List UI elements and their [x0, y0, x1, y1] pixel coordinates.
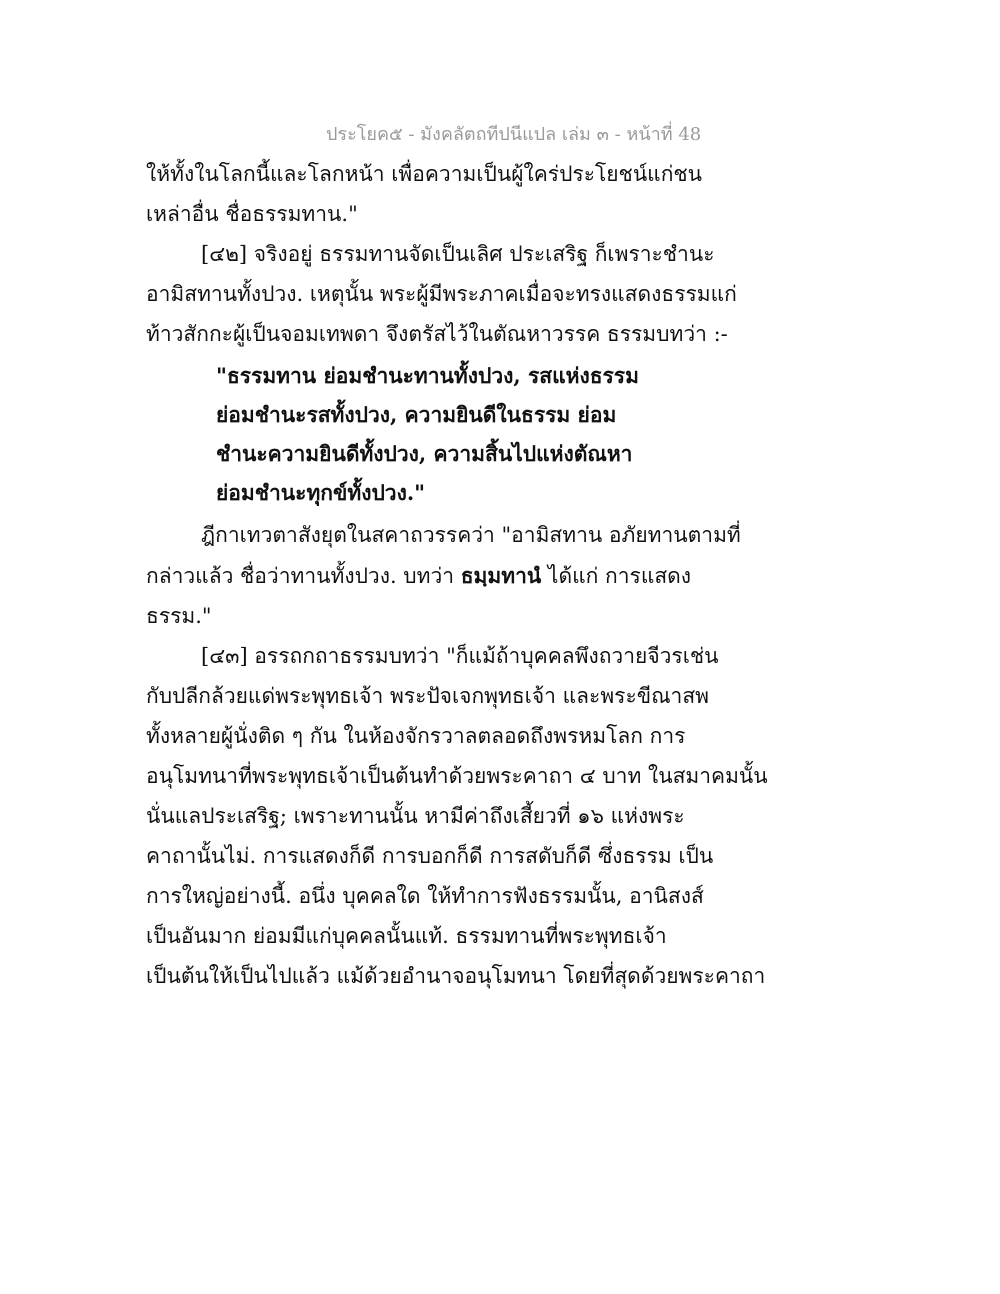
text-line: ทั้งหลายผู้นั่งติด ๆ กัน ในห้องจักรวาลตลอดถึงพรหมโลก การ — [146, 724, 686, 748]
paragraph-42-start: [๔๒] จริงอยู่ ธรรมทานจัดเป็นเลิศ ประเสริฐ ก็เพราะชำนะ — [201, 242, 715, 266]
text-line: ฎีกาเทวตาสังยุตในสคาถวรรคว่า "อามิสทาน อภัยทานตามที่ — [201, 523, 741, 547]
text-line: อามิสทานทั้งปวง. เหตุนั้น พระผู้มีพระภาคเมื่อจะทรงแสดงธรรมแก่ — [146, 282, 737, 306]
text-line: เป็นต้นให้เป็นไปแล้ว แม้ด้วยอำนาจอนุโมทนา โดยที่สุดด้วยพระคาถา — [146, 964, 766, 988]
text-line: กับปลีกล้วยแด่พระพุทธเจ้า พระปัจเจกพุทธเจ้า และพระขีณาสพ — [146, 684, 710, 708]
text-line: ท้าวสักกะผู้เป็นจอมเทพดา จึงตรัสไว้ในตัณหาวรรค ธรรมบทว่า :- — [146, 322, 728, 346]
text-line: การใหญ่อย่างนี้. อนึ่ง บุคคลใด ให้ทำการฟังธรรมนั้น, อานิสงส์ — [146, 884, 704, 908]
text-line: เป็นอันมาก ย่อมมีแก่บุคคลนั้นแท้. ธรรมทานที่พระพุทธเจ้า — [146, 924, 667, 948]
running-header: ประโยค๕ - มังคลัตถทีปนีแปล เล่ม ๓ - หน้าที่ 48 — [326, 124, 702, 145]
text-line: เหล่าอื่น ชื่อธรรมทาน." — [146, 202, 358, 226]
verse-line: "ธรรมทาน ย่อมชำนะทานทั้งปวง, รสแห่งธรรม — [216, 363, 639, 388]
verse-line: ชำนะความยินดีทั้งปวง, ความสิ้นไปแห่งตัณหา — [216, 441, 633, 466]
paragraph-43-start: [๔๓] อรรถกถาธรรมบทว่า "ก็แม้ถ้าบุคคลพึงถวายจีวรเช่น — [201, 644, 719, 668]
verse-line: ย่อมชำนะรสทั้งปวง, ความยินดีในธรรม ย่อม — [216, 402, 617, 427]
text-line-with-pali-term — [146, 560, 691, 592]
text-line: คาถานั้นไม่. การแสดงก็ดี การบอกก็ดี การสดับก็ดี ซึ่งธรรม เป็น — [146, 844, 714, 868]
text-segment: กล่าวแล้ว ชื่อว่าทานทั้งปวง. บทว่า — [146, 564, 461, 588]
text-line: ธรรม." — [146, 604, 212, 628]
text-line: นั่นแลประเสริฐ; เพราะทานนั้น หามีค่าถึงเสี้ยวที่ ๑๖ แห่งพระ — [146, 804, 685, 828]
pali-term: ธมฺมทานํ — [460, 563, 542, 588]
text-segment: ได้แก่ การแสดง — [541, 564, 692, 588]
text-line: อนุโมทนาที่พระพุทธเจ้าเป็นต้นทำด้วยพระคาถา ๔ บาท ในสมาคมนั้น — [146, 764, 768, 788]
text-line: ให้ทั้งในโลกนี้และโลกหน้า เพื่อความเป็นผู้ใคร่ประโยชน์แก่ชน — [146, 162, 703, 186]
verse-line: ย่อมชำนะทุกข์ทั้งปวง." — [216, 480, 426, 505]
